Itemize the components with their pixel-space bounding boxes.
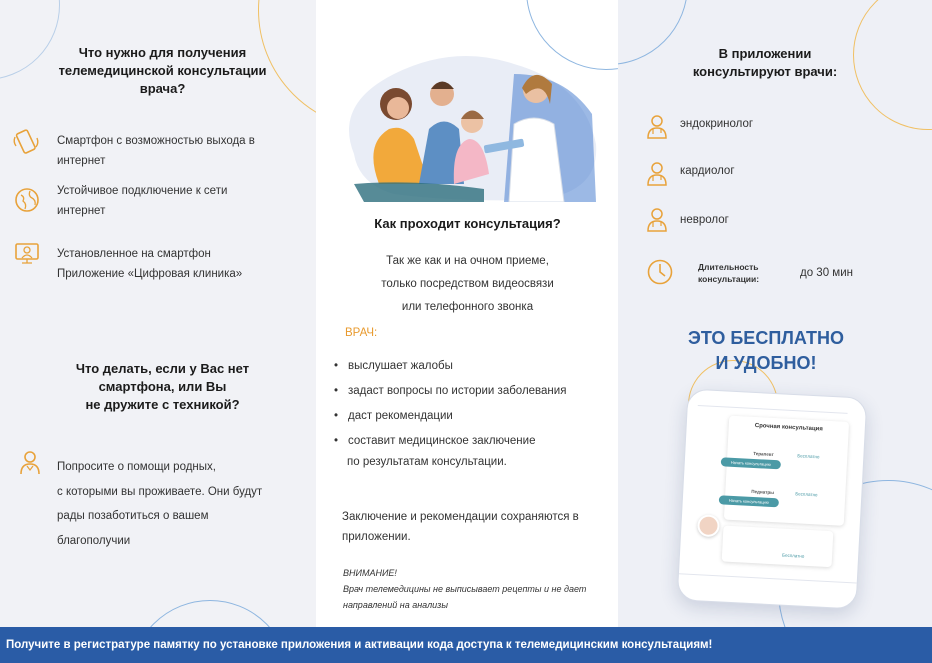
requirement-smartphone: Смартфон с возможностью выхода в интернет <box>57 135 255 167</box>
app-item-label: Терапевт <box>753 450 774 458</box>
app-bottom-nav <box>678 573 859 598</box>
list-item: • составит медицинское заключение <box>334 429 604 454</box>
avatar <box>697 514 720 537</box>
specialist-cardiologist: кардиолог <box>680 165 735 177</box>
app-header-bar <box>698 398 848 414</box>
clock-icon <box>646 258 674 286</box>
requirements-heading: Что нужно для получения телемедицинской консультации врача? <box>58 45 267 96</box>
doctor-label: ВРАЧ: <box>345 327 378 339</box>
footer-banner: Получите в регистратуре памятку по установке приложения и активации кода доступа к телемедицинским консультациям! <box>0 627 932 663</box>
app-card <box>724 416 849 526</box>
saved-note: Заключение и рекомендации сохраняются в приложении. <box>342 511 579 543</box>
globe-icon <box>13 186 41 214</box>
start-consultation-button: Начать консультацию <box>721 457 781 469</box>
app-price: Бесплатно <box>781 552 805 559</box>
specialists-heading: В приложении консультируют врачи: <box>692 46 838 79</box>
telemedicine-icon <box>13 240 41 268</box>
consultation-intro: Так же как и на очном приеме, только посредством видеосвязи или телефонного звонка <box>381 255 554 313</box>
duration-label: Длительность консультации: <box>698 262 760 284</box>
requirement-connection: Устойчивое подключение к сети интернет <box>57 185 228 217</box>
start-consultation-button: Начать консультацию <box>719 495 779 507</box>
consultation-heading: Как проходит консультация? <box>374 216 561 231</box>
app-item-label: Педиатры <box>751 488 775 496</box>
doctor-actions-continuation: по результатам консультации. <box>347 456 507 468</box>
app-price: Бесплатно <box>795 491 818 498</box>
smartphone-icon <box>12 128 40 156</box>
specialist-neurologist: невролог <box>680 214 729 226</box>
doctor-icon <box>643 159 671 187</box>
warning-note: ВНИМАНИЕ! Врач телемедицины не выписывает рецепты и не дает направлений на анализы <box>343 568 587 610</box>
requirement-app: Установленное на смартфон Приложение «Цифровая клиника» <box>57 248 243 280</box>
free-banner: ЭТО БЕСПЛАТНО И УДОБНО! <box>688 328 844 373</box>
app-phone-mockup <box>677 388 868 609</box>
doctor-actions-list <box>334 354 604 454</box>
no-smartphone-heading: Что делать, если у Вас нет смартфона, или Вы не дружите с техникой? <box>75 361 250 412</box>
family-doctor-illustration <box>334 44 600 202</box>
doctor-icon <box>643 205 671 233</box>
app-screen-title: Срочная консультация <box>754 423 823 433</box>
list-item: • выслушает жалобы <box>334 354 604 379</box>
person-icon <box>16 448 44 476</box>
doctor-icon <box>643 112 671 140</box>
list-item: • задаст вопросы по истории заболевания <box>334 379 604 404</box>
app-card <box>722 526 834 568</box>
duration-value: до 30 мин <box>800 267 853 279</box>
specialist-endocrinologist: эндокринолог <box>680 118 754 130</box>
app-price: Бесплатно <box>797 453 820 460</box>
list-item: • даст рекомендации <box>334 404 604 429</box>
advice-text: Попросите о помощи родных, с которыми вы проживаете. Они будут рады позаботиться о вашем благополучии <box>57 461 263 547</box>
decorative-circle <box>130 600 290 627</box>
